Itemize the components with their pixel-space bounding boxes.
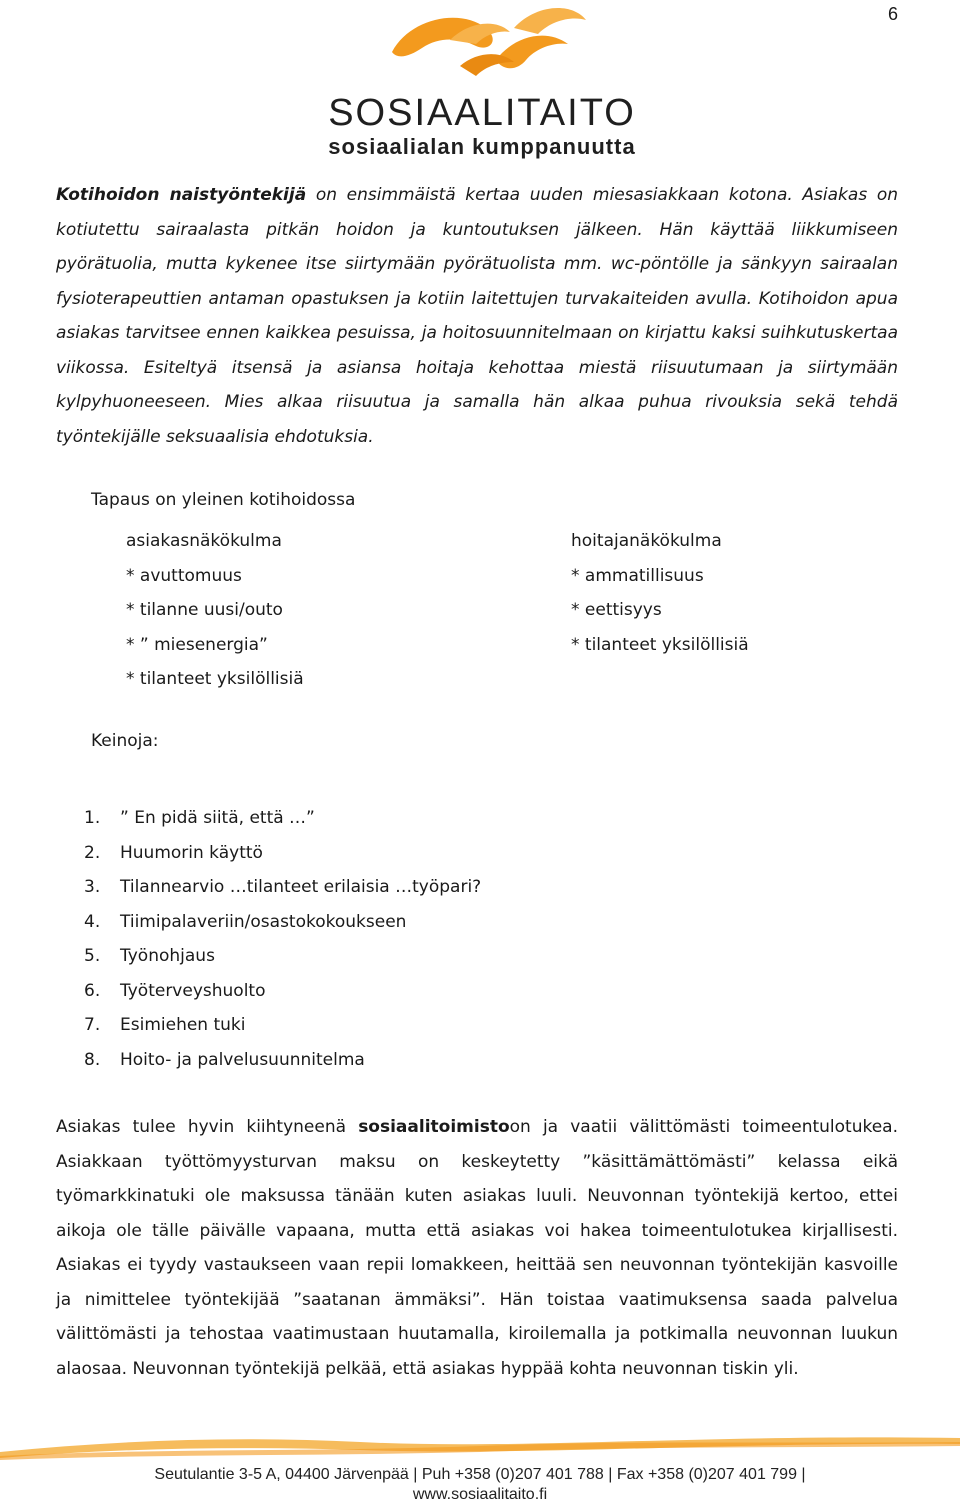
caregiver-perspective-column <box>571 524 749 662</box>
client-perspective-item: * tilanne uusi/outo <box>126 600 283 620</box>
logo-title: SOSIAALITAITO <box>328 92 636 134</box>
case-one-paragraph <box>56 178 898 454</box>
client-perspective-heading: asiakasnäkökulma <box>126 531 282 551</box>
list-item: 1. ” En pidä siitä, että …” <box>84 808 315 828</box>
case-one-lead: Kotihoidon naistyöntekijä <box>56 185 307 205</box>
client-perspective-column <box>126 524 304 697</box>
list-item: 4. Tiimipalaveriin/osastokokoukseen <box>84 911 407 932</box>
case-two-text-start: Asiakas tulee hyvin kiihtyneenä <box>56 1117 359 1137</box>
client-perspective-item: * tilanteet yksilöllisiä <box>126 669 304 689</box>
logo-hands-icon <box>300 0 660 95</box>
caregiver-perspective-item: * ammatillisuus <box>571 565 704 586</box>
sosiaalitaito-logo <box>300 0 660 170</box>
client-perspective-item: * ” miesenergia” <box>126 634 268 655</box>
list-item: 8. Hoito- ja palvelusuunnitelma <box>84 1049 365 1070</box>
list-item: 5. Työnohjaus <box>84 946 215 966</box>
caregiver-perspective-item: * tilanteet yksilöllisiä <box>571 634 749 655</box>
footer-website-link[interactable]: www.sosiaalitaito.fi <box>412 1486 548 1503</box>
case-heading: Tapaus on yleinen kotihoidossa <box>91 490 356 510</box>
footer-wave-decoration <box>0 1430 960 1460</box>
list-item: 2. Huumorin käyttö <box>84 842 263 863</box>
case-two-paragraph <box>56 1110 898 1386</box>
case-two-bold-word: sosiaalitoimisto <box>358 1117 510 1137</box>
logo-subtitle: sosiaalialan kumppanuutta <box>328 134 636 159</box>
caregiver-perspective-heading: hoitajanäkökulma <box>571 531 722 551</box>
caregiver-perspective-item: * eettisyys <box>571 600 662 620</box>
case-one-text: on ensimmäistä kertaa uuden miesasiakkaan kotona. Asiakas on kotiutettu sairaalasta pitkän hoidon ja kuntoutuksen jälkeen. Hän käyttää liikkumiseen pyörätuolia, mutta kykenee itse siirtymään pyörätuolista mm. wc-pöntölle ja sänkyyn sairaalan fysioterapeuttien antaman opastuksen ja kotiin laitettujen turvakaiteiden avulla. Kotihoidon apua asiakas tarvitsee ennen kaikkea pesuissa, ja hoitosuunnitelmaan on kirjattu kaksi suihkutuskertaa viikossa. Esiteltyä itsensä ja asiansa hoitaja kehottaa miestä riisuutumaan ja siirtymään kylpyhuoneeseen. Mies alkaa riisuutua ja samalla hän alkaa puhua rivouksia sekä tehdä työntekijälle seksuaalisia ehdotuksia. <box>56 185 898 447</box>
list-item: 7. Esimiehen tuki <box>84 1015 246 1035</box>
list-item: 6. Työterveyshuolto <box>84 980 266 1001</box>
methods-label: Keinoja: <box>91 731 159 751</box>
page-number: 6 <box>887 4 898 24</box>
client-perspective-item: * avuttomuus <box>126 565 242 586</box>
list-item: 3. Tilannearvio …tilanteet erilaisia …työpari? <box>84 877 482 897</box>
case-two-text-rest: on ja vaatii välittömästi toimeentulotukea. Asiakkaan työttömyysturvan maksu on keskeytetty ”käsittämättömästi” kelassa eikä työmarkkinatuki ole maksussa tänään kuten asiakas luuli. Neuvonnan työntekijä kertoo, ettei aikoja ole tälle päivälle vapaana, mutta että asiakas voi hakea toimeentulotukea kirjallisesti. Asiakas ei tyydy vastaukseen vaan repii lomakkeen, heittää sen neuvonnan työntekijän kasvoille ja nimittelee työntekijää ”saatanan ämmäksi”. Hän toistaa vaatimuksensa saada palvelua välittömästi ja tehostaa vaatimustaan huutamalla, kiroilemalla ja potkimalla neuvonnan luukun alaosaa. Neuvonnan työntekijä pelkää, että asiakas hyppää kohta neuvonnan tiskin yli. <box>56 1117 898 1379</box>
footer-address: Seutulantie 3-5 A, 04400 Järvenpää | Puh +358 (0)207 401 788 | Fax +358 (0)207 401 799 | <box>154 1466 806 1483</box>
methods-list <box>84 801 481 1077</box>
